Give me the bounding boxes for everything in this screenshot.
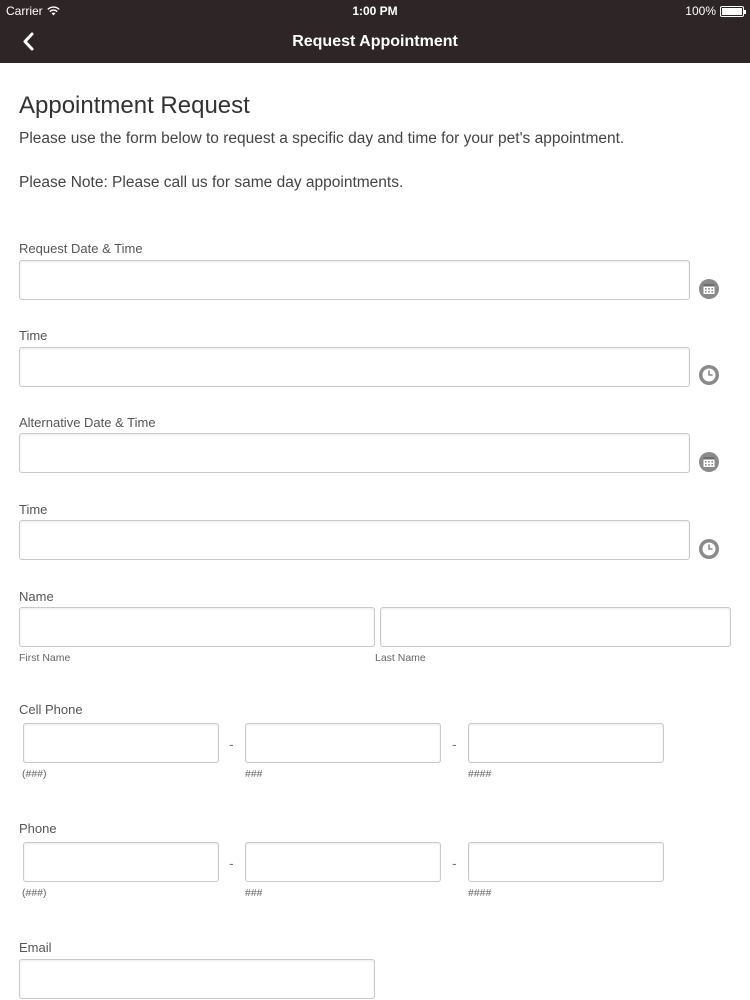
phone-label: Phone [19,821,57,836]
phone-line-field[interactable] [468,842,664,882]
email-input[interactable] [20,960,374,998]
calendar-button[interactable] [698,278,720,300]
phone-line-input[interactable] [469,843,663,881]
time-input[interactable] [20,348,689,386]
request-date-input[interactable] [20,261,689,299]
phone-area-code-field[interactable] [23,842,219,882]
phone-area-code-hint: (###) [22,887,47,899]
phone-line-hint: #### [468,887,492,899]
note-text: Please Note: Please call us for same day appointments. [19,174,404,191]
cell-prefix-input[interactable] [246,724,440,762]
cell-line-input[interactable] [469,724,663,762]
name-label: Name [19,589,54,604]
cell-area-code-hint: (###) [22,768,47,780]
time-label: Time [19,328,48,343]
calendar-button-alternative[interactable] [698,451,720,473]
cell-prefix-field[interactable] [245,723,441,763]
clock-icon [698,364,720,386]
dash-separator: - [229,736,234,752]
email-field[interactable] [19,959,375,999]
time-field-alternative[interactable] [19,520,690,560]
cell-prefix-hint: ### [245,768,263,780]
phone-area-code-input[interactable] [24,843,218,881]
alternative-date-input[interactable] [20,434,689,472]
cell-line-field[interactable] [468,723,664,763]
alternative-date-label: Alternative Date & Time [19,415,156,430]
page-title: Appointment Request [19,92,250,119]
intro-text: Please use the form below to request a specific day and time for your pet's appointment. [19,130,625,147]
cell-area-code-input[interactable] [24,724,218,762]
dash-separator: - [229,855,234,871]
phone-prefix-input[interactable] [246,843,440,881]
dash-separator: - [452,855,457,871]
request-date-field[interactable] [19,260,690,300]
first-name-input[interactable] [20,608,374,646]
last-name-label: Last Name [375,652,426,664]
alternative-date-field[interactable] [19,433,690,473]
last-name-input[interactable] [381,608,730,646]
calendar-icon [698,451,720,473]
first-name-field[interactable] [19,607,375,647]
first-name-label: First Name [19,652,71,664]
clock-button-alternative[interactable] [698,538,720,560]
status-bar [0,0,750,22]
time-input-alternative[interactable] [20,521,689,559]
last-name-field[interactable] [380,607,731,647]
battery-percent: 100% [685,4,716,18]
phone-prefix-field[interactable] [245,842,441,882]
clock-button[interactable] [698,364,720,386]
request-date-label: Request Date & Time [19,241,143,256]
email-label: Email [19,940,52,955]
time-field[interactable] [19,347,690,387]
battery-indicator [685,4,744,18]
cell-area-code-field[interactable] [23,723,219,763]
navigation-bar [0,22,750,63]
battery-icon [720,6,744,17]
cell-phone-label: Cell Phone [19,702,83,717]
status-time: 1:00 PM [352,4,398,18]
time-label-alternative: Time [19,502,48,517]
nav-title: Request Appointment [292,33,458,50]
clock-icon [698,538,720,560]
dash-separator: - [452,736,457,752]
carrier-label: Carrier [6,4,43,18]
calendar-icon [698,278,720,300]
phone-prefix-hint: ### [245,887,263,899]
cell-line-hint: #### [468,768,492,780]
